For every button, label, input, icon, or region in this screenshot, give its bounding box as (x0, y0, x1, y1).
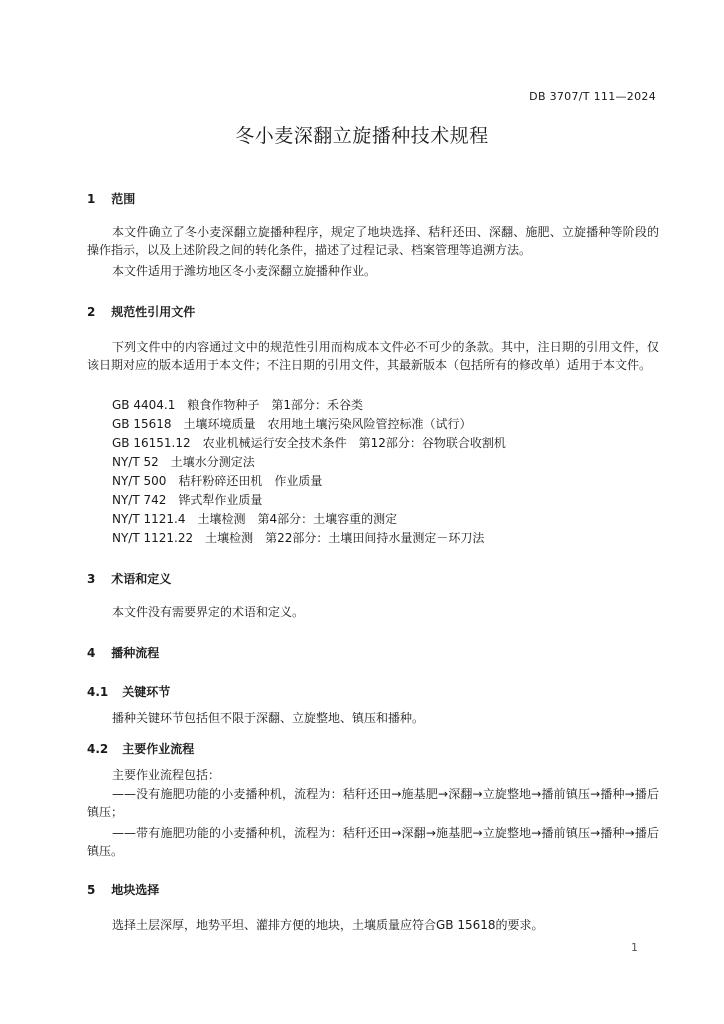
subsection-number: 4.1 (87, 685, 109, 699)
subsection-number: 4.2 (87, 742, 109, 756)
section-title: 规范性引用文件 (111, 305, 196, 319)
subsection-4-2-heading (87, 740, 194, 757)
reference-item: NY/T 1121.4 土壤检测 第4部分：土壤容重的测定 (112, 512, 398, 526)
reference-item: NY/T 742 铧式犁作业质量 (112, 493, 263, 507)
section-2-paragraph-1: 下列文件中的内容通过文中的规范性引用而构成本文件必不可少的条款。其中，注日期的引用文件，仅该日期对应的版本适用于本文件；不注日期的引用文件，其最新版本（包括所有的修改单）适用于本文件。 (87, 340, 659, 372)
reference-item: NY/T 500 秸秆粉碎还田机 作业质量 (112, 474, 323, 488)
section-number: 2 (87, 305, 96, 319)
page-number: 1 (631, 941, 638, 954)
section-2-heading (87, 303, 195, 320)
section-1-paragraph-2: 本文件适用于潍坊地区冬小麦深翻立旋播种作业。 (112, 264, 377, 278)
reference-item: GB 15618 土壤环境质量 农用地土壤污染风险管控标准（试行） (112, 417, 472, 431)
subsection-title: 主要作业流程 (122, 742, 195, 756)
reference-item: GB 16151.12 农业机械运行安全技术条件 第12部分：谷物联合收割机 (112, 436, 506, 450)
subsection-4-2-flow-1: ——没有施肥功能的小麦播种机，流程为：秸秆还田→施基肥→深翻→立旋整地→播前镇压→播种→播后镇压； (87, 787, 659, 819)
document-title: 冬小麦深翻立旋播种技术规程 (235, 125, 489, 147)
section-4-heading (87, 644, 159, 661)
subsection-4-1-heading (87, 683, 170, 700)
reference-item: NY/T 52 土壤水分测定法 (112, 455, 255, 469)
reference-item: NY/T 1121.22 土壤检测 第22部分：土壤田间持水量测定－环刀法 (112, 531, 485, 545)
section-title: 范围 (111, 192, 136, 206)
section-1-paragraph-1: 本文件确立了冬小麦深翻立旋播种程序，规定了地块选择、秸秆还田、深翻、施肥、立旋播种等阶段的操作指示，以及上述阶段之间的转化条件，描述了过程记录、档案管理等追溯方法。 (87, 225, 659, 257)
section-1-heading (87, 190, 135, 207)
reference-item: GB 4404.1 粮食作物种子 第1部分：禾谷类 (112, 398, 363, 412)
section-number: 4 (87, 646, 96, 660)
section-3-heading (87, 570, 171, 587)
section-number: 1 (87, 192, 96, 206)
section-title: 播种流程 (111, 646, 160, 660)
section-3-paragraph-1: 本文件没有需要界定的术语和定义。 (112, 605, 305, 619)
subsection-4-2-flow-2: ——带有施肥功能的小麦播种机，流程为：秸秆还田→深翻→施基肥→立旋整地→播前镇压→播种→播后镇压。 (87, 826, 659, 858)
section-title: 术语和定义 (111, 572, 172, 586)
section-number: 5 (87, 883, 96, 897)
document-code: DB 3707/T 111—2024 (529, 90, 656, 103)
subsection-title: 关键环节 (122, 685, 171, 699)
section-5-paragraph-1: 选择土层深厚，地势平坦、灌排方便的地块，土壤质量应符合GB 15618的要求。 (112, 918, 544, 932)
section-5-heading (87, 881, 159, 898)
subsection-4-1-paragraph-1: 播种关键环节包括但不限于深翻、立旋整地、镇压和播种。 (112, 711, 425, 725)
section-number: 3 (87, 572, 96, 586)
subsection-4-2-paragraph-1: 主要作业流程包括： (112, 768, 221, 782)
section-title: 地块选择 (111, 883, 160, 897)
